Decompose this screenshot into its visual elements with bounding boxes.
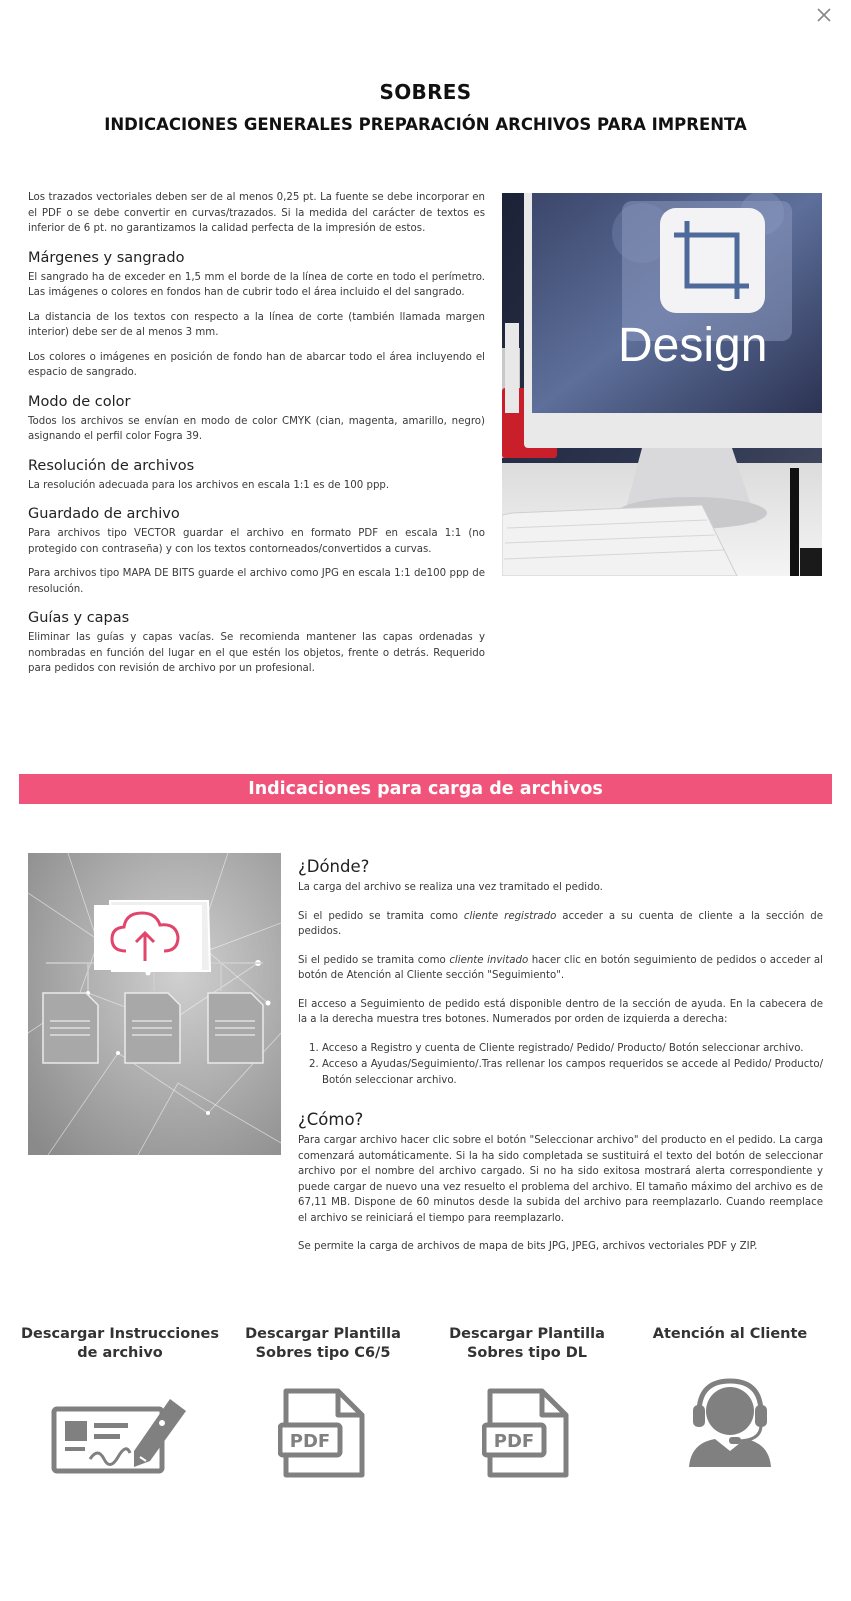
- download-instructions-link[interactable]: [20, 1325, 220, 1479]
- guides-text: Eliminar las guías y capas vacías. Se recomienda mantener las capas ordenadas y nombradas en función del lugar en el que estén los objetos, frente o detrás. Requerido para pedidos con revisión de archivo por un profesional.: [28, 632, 485, 674]
- margins-heading: Márgenes y sangrado: [28, 249, 185, 266]
- margins-text-1: El sangrado ha de exceder en 1,5 mm el borde de la línea de corte en todo el perímetro. Las imágenes o colores en fondos han de cubrir todo el área incluido el del sangrado.: [28, 271, 485, 298]
- color-heading: Modo de color: [28, 393, 131, 410]
- how-text-2: Se permite la carga de archivos de mapa de bits JPG, JPEG, archivos vectoriales PDF y ZIP.: [298, 1241, 758, 1252]
- cloud-upload-image: [28, 853, 281, 1155]
- where-section: [298, 857, 823, 1089]
- how-text-1: Para cargar archivo hacer clic sobre el botón "Seleccionar archivo" del producto en el pedido. La carga comenzará automáticamente. Si la ha sido completada se sustituirá el texto del botón de seleccionar archivo por el nombre del archivo cargado. Si no ha sido exitosa mostrará alerta correspondiente y puede cargar de nuevo una vez resuelto el problema del archivo. El tamaño máximo del archivo es de 67,11 MB. Dispone de 60 minutos desde la subida del archivo para reemplazarlo. Cuando reemplace el archivo se reiniciará el tiempo para reemplazarlo.: [298, 1135, 823, 1224]
- list-item: 1. Acceso a Registro y cuenta de Cliente registrado/ Pedido/ Producto/ Botón seleccionar archivo.: [322, 1041, 823, 1057]
- customer-service-label: Atención al Cliente: [652, 1326, 808, 1342]
- list-item: 2. Acceso a Ayudas/Seguimiento/.Tras rellenar los campos requeridos se accede al Pedido/ Producto/ Botón seleccionar archivo.: [322, 1057, 823, 1088]
- where-heading: ¿Dónde?: [298, 857, 370, 876]
- download-template-dl-link[interactable]: [427, 1325, 627, 1479]
- where-steps-list: [298, 1041, 823, 1089]
- margins-text-3: Los colores o imágenes en posición de fondo han de abarcar todo el área incluyendo el espacio de sangrado.: [28, 351, 485, 378]
- save-heading: Guardado de archivo: [28, 506, 180, 522]
- hero-design-text: Design: [618, 319, 768, 372]
- close-button[interactable]: [813, 4, 835, 26]
- pdf-icon: [482, 1387, 572, 1479]
- general-instructions: [28, 190, 485, 686]
- how-section: [298, 1110, 823, 1268]
- margins-text-2: La distancia de los textos con respecto a la línea de corte (también llamada margen interior) debe ser de al menos 3 mm.: [28, 311, 485, 338]
- download-template-c65-label: Descargar Plantilla Sobres tipo C6/5: [245, 1326, 401, 1361]
- download-template-dl-label: Descargar Plantilla Sobres tipo DL: [449, 1326, 605, 1361]
- design-monitor-image: [502, 193, 822, 576]
- upload-banner: Indicaciones para carga de archivos: [19, 774, 832, 804]
- page-title: SOBRES: [379, 80, 472, 104]
- close-icon: [813, 4, 835, 26]
- page-subtitle: INDICACIONES GENERALES PREPARACIÓN ARCHIVOS PARA IMPRENTA: [104, 115, 747, 134]
- where-text-1: La carga del archivo se realiza una vez tramitado el pedido.: [298, 882, 603, 893]
- headset-agent-icon: [685, 1375, 775, 1467]
- color-text: Todos los archivos se envían en modo de color CMYK (cian, magenta, amarillo, negro) asignando el perfil color Fogra 39.: [28, 415, 485, 442]
- pdf-icon: [278, 1387, 368, 1479]
- guides-heading: Guías y capas: [28, 610, 130, 626]
- intro-text: Los trazados vectoriales deben ser de al menos 0,25 pt. La fuente se debe incorporar en el PDF o se debe convertir en curvas/trazados. Si la medida del carácter de textos es inferior de 6 pt. no garantizamos la calidad perfecta de la impresión de estos.: [28, 192, 485, 234]
- svg-text:PDF: PDF: [289, 1431, 331, 1452]
- svg-text:PDF: PDF: [493, 1431, 535, 1452]
- save-text-1: Para archivos tipo VECTOR guardar el archivo en formato PDF en escala 1:1 (no protegido con contraseña) y con los textos contorneados/convertidos a curvas.: [28, 528, 485, 555]
- customer-service-link[interactable]: [630, 1325, 830, 1467]
- where-text-2: Si el pedido se tramita como cliente registrado acceder a su cuenta de cliente a la sección de pedidos.: [298, 910, 823, 937]
- where-text-3: Si el pedido se tramita como cliente invitado hacer clic en botón seguimiento de pedidos o acceder al botón de Atención al Cliente sección "Seguimiento".: [298, 954, 823, 981]
- how-heading: ¿Cómo?: [298, 1110, 364, 1129]
- download-template-c65-link[interactable]: [223, 1325, 423, 1479]
- contract-signature-icon: [50, 1389, 190, 1479]
- resolution-heading: Resolución de archivos: [28, 457, 195, 474]
- where-text-4: El acceso a Seguimiento de pedido está disponible dentro de la sección de ayuda. En la cabecera de la a la derecha muestra tres botones. Numerados por orden de izquierda a derecha:: [298, 998, 823, 1025]
- resolution-text: La resolución adecuada para los archivos en escala 1:1 es de 100 ppp.: [28, 479, 390, 491]
- download-instructions-label: Descargar Instrucciones de archivo: [20, 1326, 220, 1361]
- save-text-2: Para archivos tipo MAPA DE BITS guarde el archivo como JPG en escala 1:1 de100 ppp de resolución.: [28, 568, 485, 595]
